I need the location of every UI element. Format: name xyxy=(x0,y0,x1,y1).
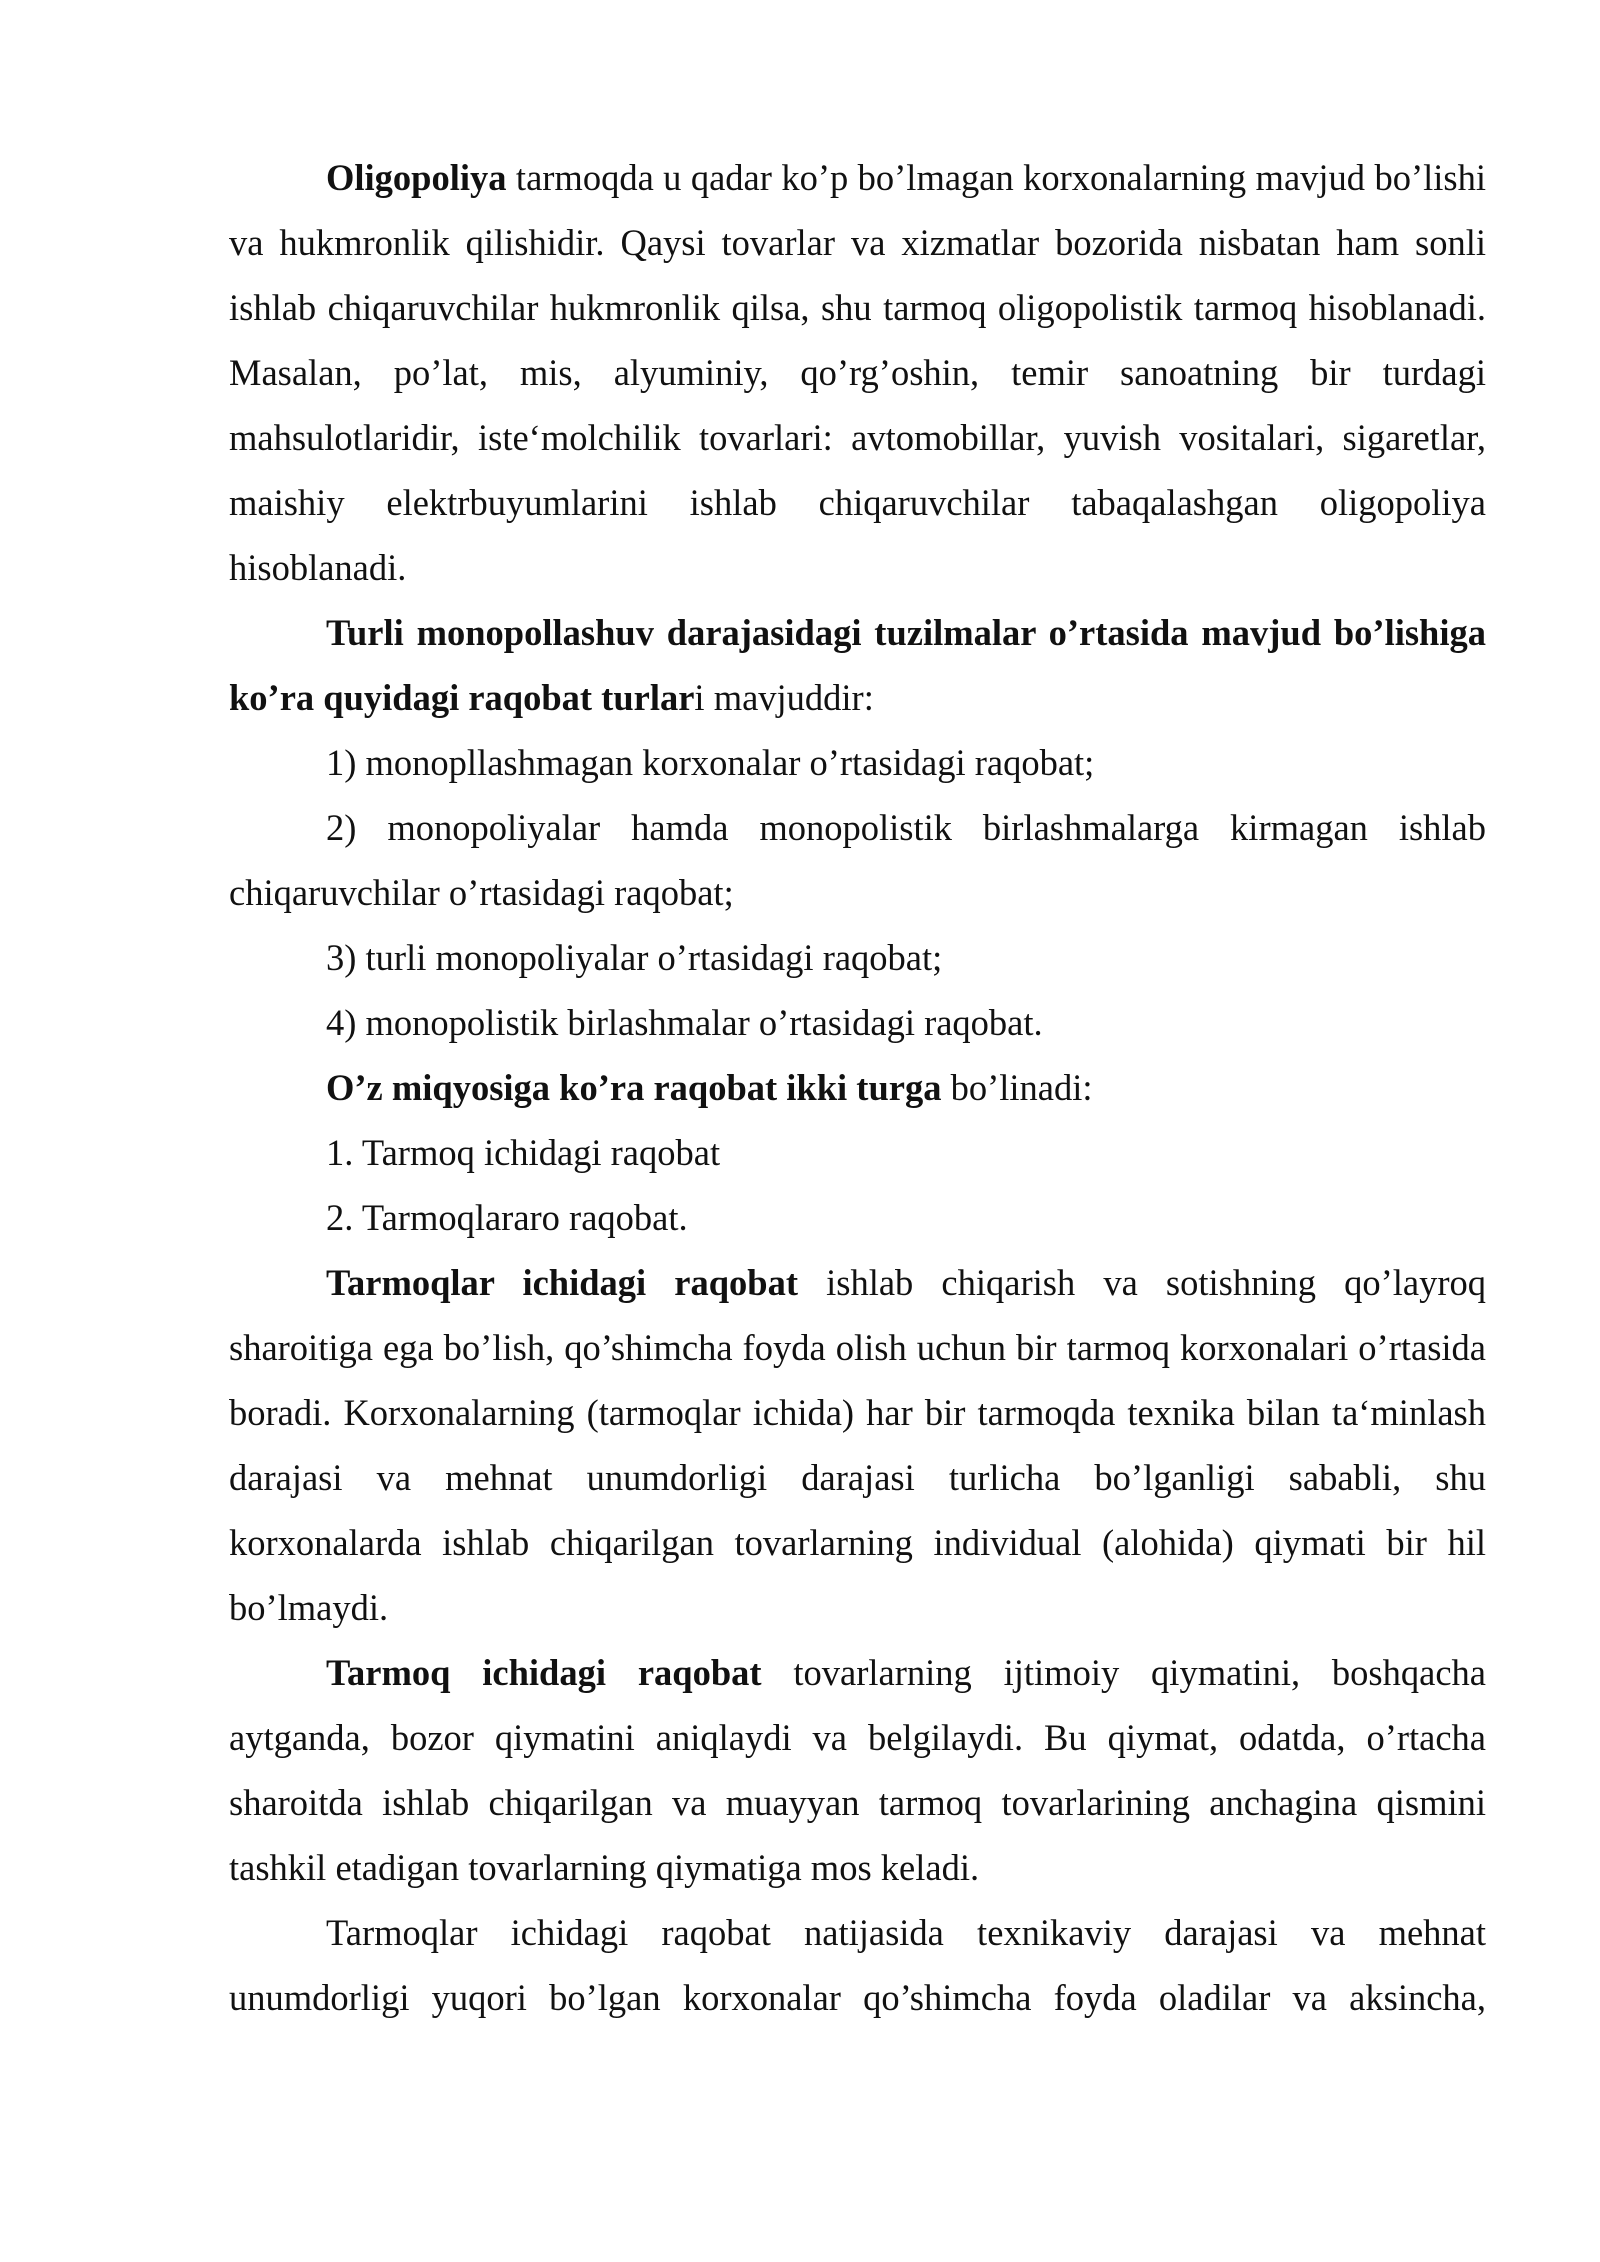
paragraph-text: tovarlarning ijtimoiy qiymatini, boshqacha aytganda, bozor qiymatini aniqlaydi va belgilaydi. Bu qiymat, odatda, o’rtacha sharoitda ishlab chiqarilgan va muayyan tarmoq tovarlarining anchagina qismini tashkil etadigan tovarlarning qiymatiga mos keladi. xyxy=(229,1652,1486,1888)
paragraph-scale-types-intro xyxy=(229,1055,1486,1120)
list-item-text: 3) turli monopoliyalar o’rtasidagi raqobat; xyxy=(326,937,943,978)
paragraph-competition-types-intro xyxy=(229,600,1486,730)
list-item-2 xyxy=(229,795,1486,925)
paragraph-text: tarmoqda u qadar ko’p bo’lmagan korxonalarning mavjud bo’lishi va hukmronlik qilishidir. Qaysi tovarlar va xizmatlar bozorida nisbatan ham sonli ishlab chiqaruvchilar hukmronlik qilsa, shu tarmoq oligopolistik tarmoq hisoblanadi. Masalan, po’lat, mis, alyuminiy, qo’rg’oshin, temir sanoatning bir turdagi mahsulotlaridir, iste‘molchilik tovarlari: avtomobillar, yuvish vositalari, sigaretlar, maishiy elektrbuyumlarini ishlab chiqaruvchilar tabaqalashgan oligopoliya hisoblanadi. xyxy=(229,157,1486,588)
list-item-text: 4) monopolistik birlashmalar o’rtasidagi raqobat. xyxy=(326,1002,1043,1043)
paragraph-text: bo’linadi: xyxy=(941,1067,1093,1108)
paragraph-text: i mavjuddir: xyxy=(694,677,874,718)
paragraph-competition-result xyxy=(229,1900,1486,2030)
list-item-1 xyxy=(229,730,1486,795)
paragraph-intra-industry-competition xyxy=(229,1250,1486,1640)
term-industry-competition: Tarmoq ichidagi raqobat xyxy=(326,1652,762,1693)
paragraph-industry-competition-value xyxy=(229,1640,1486,1900)
numbered-item-text: 2. Tarmoqlararo raqobat. xyxy=(326,1197,688,1238)
numbered-item-text: 1. Tarmoq ichidagi raqobat xyxy=(326,1132,721,1173)
term-oligopoliya: Oligopoliya xyxy=(326,157,507,198)
list-item-text: 2) monopoliyalar hamda monopolistik birlashmalarga kirmagan ishlab chiqaruvchilar o’rtasidagi raqobat; xyxy=(229,807,1486,913)
heading-competition-types: Turli monopollashuv darajasidagi tuzilmalar o’rtasida mavjud bo’lishiga ko’ra quyidagi raqobat turlar xyxy=(229,612,1486,718)
term-intra-industry-competition: Tarmoqlar ichidagi raqobat xyxy=(326,1262,798,1303)
document-body xyxy=(229,145,1486,2030)
heading-scale-types: O’z miqyosiga ko’ra raqobat ikki turga xyxy=(326,1067,942,1108)
paragraph-oligopoliya-definition xyxy=(229,145,1486,600)
list-item-text: 1) monopllashmagan korxonalar o’rtasidagi raqobat; xyxy=(326,742,1095,783)
list-item-3 xyxy=(229,925,1486,990)
numbered-item-2 xyxy=(229,1185,1486,1250)
numbered-item-1 xyxy=(229,1120,1486,1185)
list-item-4 xyxy=(229,990,1486,1055)
paragraph-text: ishlab chiqarish va sotishning qo’layroq sharoitiga ega bo’lish, qo’shimcha foyda olish uchun bir tarmoq korxonalari o’rtasida boradi. Korxonalarning (tarmoqlar ichida) har bir tarmoqda texnika bilan ta‘minlash darajasi va mehnat unumdorligi darajasi turlicha bo’lganligi sababli, shu korxonalarda ishlab chiqarilgan tovarlarning individual (alohida) qiymati bir hil bo’lmaydi. xyxy=(229,1262,1486,1628)
paragraph-text: Tarmoqlar ichidagi raqobat natijasida texnikaviy darajasi va mehnat unumdorligi yuqori bo’lgan korxonalar qo’shimcha foyda oladilar va aksincha, xyxy=(229,1912,1486,2018)
